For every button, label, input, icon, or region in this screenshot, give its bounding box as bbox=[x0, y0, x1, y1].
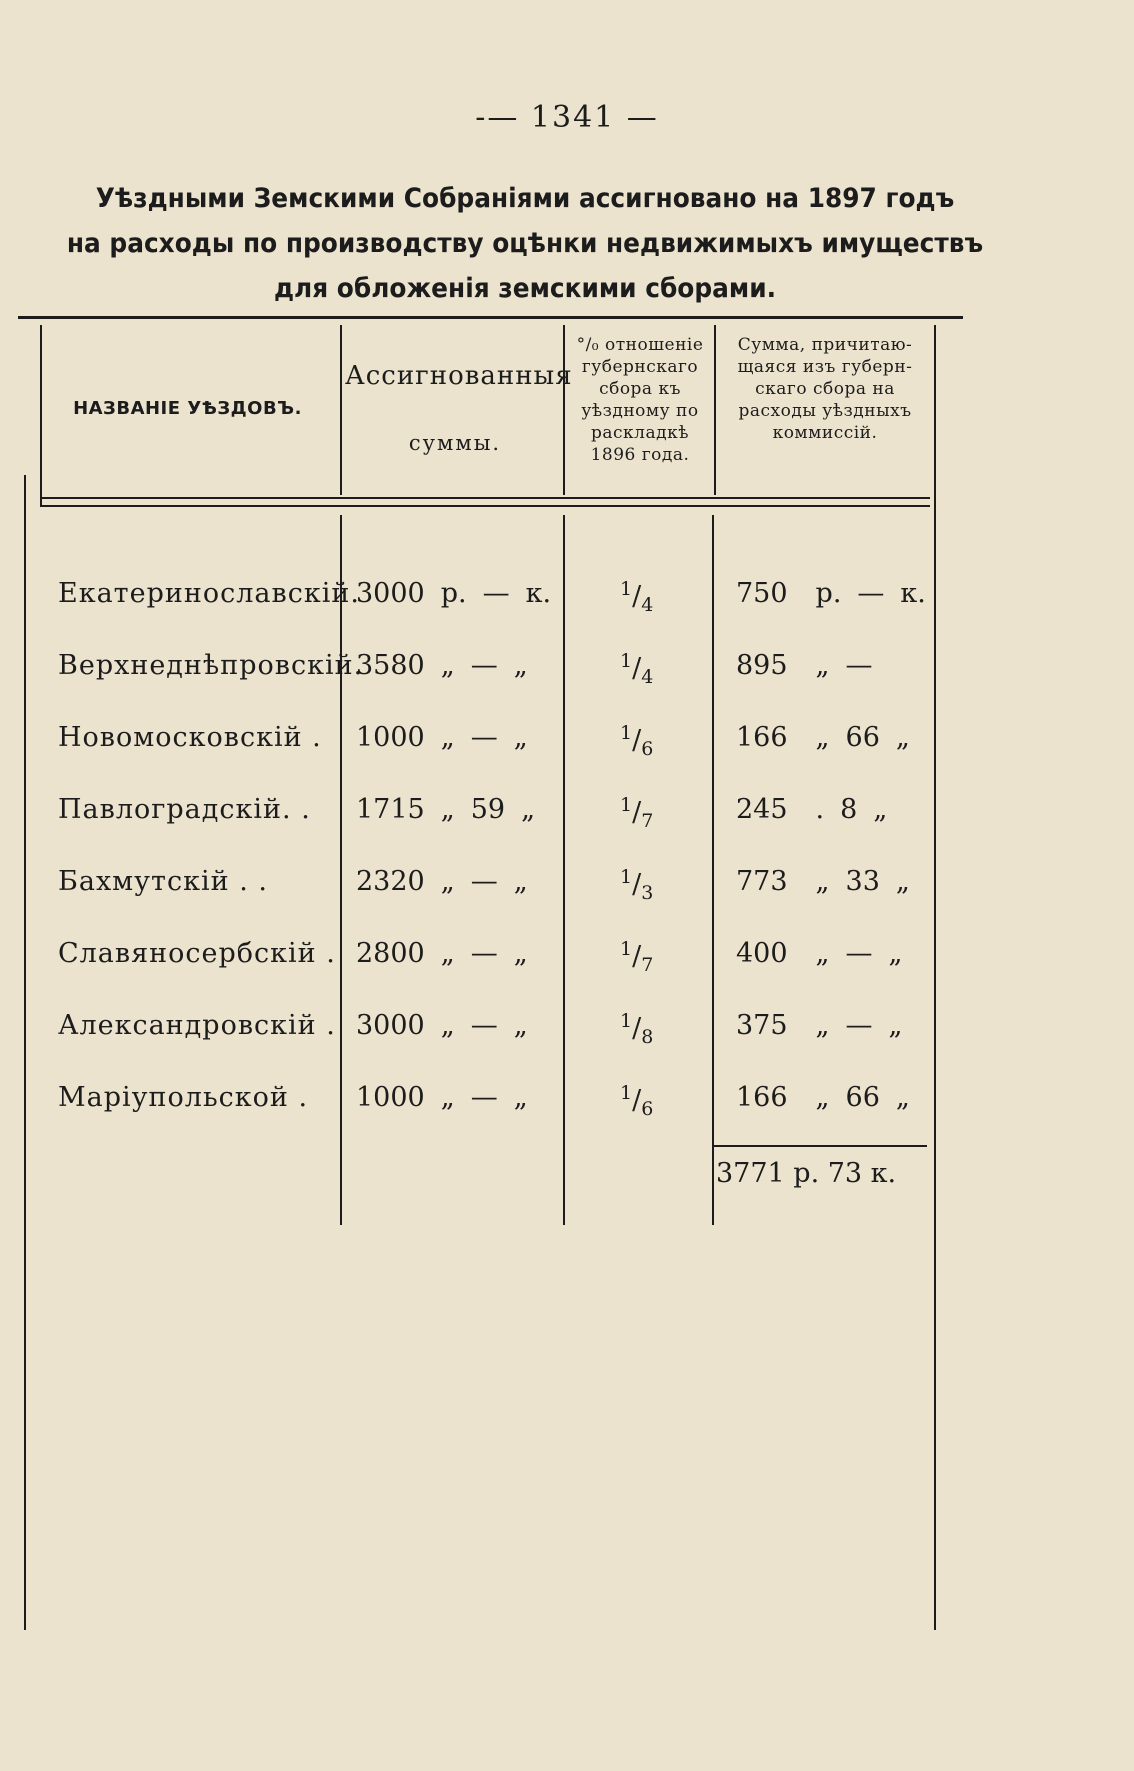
fraction-denominator: 3 bbox=[641, 882, 654, 904]
fraction-numerator: 1 bbox=[620, 866, 633, 888]
top-rule bbox=[18, 316, 963, 319]
fraction-denominator: 8 bbox=[641, 1026, 654, 1048]
header-percent-line: сбора къ bbox=[599, 379, 681, 399]
assigned-amount bbox=[356, 722, 528, 753]
share-rubles: 166 bbox=[736, 722, 788, 753]
district-name: Славяносербскій . bbox=[58, 938, 336, 969]
header-sum bbox=[716, 334, 934, 444]
fraction-numerator: 1 bbox=[620, 578, 633, 600]
amount-kopeck-unit: к. bbox=[525, 578, 552, 609]
amount-unit: „ bbox=[440, 794, 455, 825]
provincial-share bbox=[736, 794, 887, 825]
district-name: Екатеринославскій. bbox=[58, 578, 360, 609]
table-left-border-lower bbox=[24, 475, 26, 1630]
provincial-share bbox=[736, 866, 910, 897]
provincial-share bbox=[736, 1010, 903, 1041]
fraction-denominator: 7 bbox=[641, 810, 654, 832]
fraction-denominator: 4 bbox=[641, 594, 654, 616]
amount-unit: „ bbox=[440, 650, 455, 681]
share-rubles: 245 bbox=[736, 794, 788, 825]
amount-kopecks: — bbox=[470, 722, 498, 753]
percent-fraction: $^1/_3$ bbox=[620, 866, 654, 904]
page-number: -— 1341 — bbox=[475, 100, 659, 135]
district-name: Бахмутскій . . bbox=[58, 866, 268, 897]
col-divider-1 bbox=[340, 515, 342, 1225]
share-unit: „ bbox=[815, 938, 830, 969]
heading-line-3: для обложенія земскими сборами. bbox=[273, 273, 777, 304]
share-rubles: 375 bbox=[736, 1010, 788, 1041]
share-rubles: 895 bbox=[736, 650, 788, 681]
amount-kopeck-unit: „ bbox=[513, 650, 528, 681]
total-rule bbox=[712, 1145, 927, 1147]
district-name: Верхнеднѣпровскій. bbox=[58, 650, 364, 681]
amount-kopecks: — bbox=[470, 1010, 498, 1041]
col-divider-2 bbox=[563, 515, 565, 1225]
share-rubles: 400 bbox=[736, 938, 788, 969]
share-unit: „ bbox=[815, 1082, 830, 1113]
amount-unit: р. bbox=[440, 578, 467, 609]
page-heading bbox=[42, 176, 1008, 311]
percent-fraction: $^1/_4$ bbox=[620, 578, 654, 616]
amount-kopecks: — bbox=[470, 938, 498, 969]
percent-fraction: $^1/_8$ bbox=[620, 1010, 654, 1048]
assigned-amount bbox=[356, 1010, 528, 1041]
amount-rubles: 3580 bbox=[356, 650, 425, 681]
amount-kopeck-unit: „ bbox=[513, 1010, 528, 1041]
col-divider-2-head bbox=[563, 325, 565, 495]
header-percent-line: уѣздному по bbox=[581, 401, 699, 421]
col-divider-3 bbox=[712, 515, 714, 1225]
fraction-numerator: 1 bbox=[620, 650, 633, 672]
amount-unit: „ bbox=[440, 1010, 455, 1041]
header-assigned-line-1: Ассигнованныя bbox=[345, 361, 573, 391]
col-divider-1-head bbox=[340, 325, 342, 495]
header-rule-1 bbox=[40, 497, 930, 499]
percent-fraction: $^1/_7$ bbox=[620, 938, 654, 976]
share-kopeck-unit: „ bbox=[895, 722, 910, 753]
amount-kopecks: — bbox=[470, 866, 498, 897]
share-rubles: 166 bbox=[736, 1082, 788, 1113]
amount-rubles: 1715 bbox=[356, 794, 425, 825]
header-district-name: НАЗВАНІЕ УѢЗДОВЪ. bbox=[73, 398, 302, 419]
amount-kopeck-unit: „ bbox=[513, 722, 528, 753]
district-name: Павлоградскій. . bbox=[58, 794, 311, 825]
percent-fraction: $^1/_6$ bbox=[620, 1082, 654, 1120]
share-unit: . bbox=[815, 794, 825, 825]
share-kopecks: 66 bbox=[845, 1082, 880, 1113]
amount-kopecks: — bbox=[482, 578, 510, 609]
provincial-share bbox=[736, 578, 926, 609]
provincial-share bbox=[736, 650, 889, 681]
heading-line-2: на расходы по производству оцѣнки недвижимыхъ имуществъ bbox=[66, 228, 984, 259]
provincial-share bbox=[736, 938, 903, 969]
fraction-numerator: 1 bbox=[620, 938, 633, 960]
share-kopecks: — bbox=[857, 578, 885, 609]
header-sum-line: щаяся изъ губерн- bbox=[737, 357, 913, 377]
amount-unit: „ bbox=[440, 1082, 455, 1113]
header-percent-line: раскладкѣ bbox=[591, 423, 689, 443]
assigned-amount bbox=[356, 794, 535, 825]
assigned-amount bbox=[356, 866, 528, 897]
percent-fraction: $^1/_6$ bbox=[620, 722, 654, 760]
assigned-amount bbox=[356, 938, 528, 969]
amount-rubles: 3000 bbox=[356, 578, 425, 609]
share-kopeck-unit: к. bbox=[900, 578, 926, 609]
amount-kopeck-unit: „ bbox=[513, 866, 528, 897]
share-kopecks: — bbox=[845, 650, 873, 681]
amount-kopeck-unit: „ bbox=[521, 794, 536, 825]
amount-rubles: 3000 bbox=[356, 1010, 425, 1041]
header-percent bbox=[566, 334, 714, 466]
share-rubles: 773 bbox=[736, 866, 788, 897]
share-kopeck-unit: „ bbox=[895, 1082, 910, 1113]
assigned-amount bbox=[356, 650, 528, 681]
amount-kopecks: — bbox=[470, 650, 498, 681]
amount-rubles: 2320 bbox=[356, 866, 425, 897]
amount-kopecks: 59 bbox=[470, 794, 506, 825]
header-sum-line: скаго сбора на bbox=[755, 379, 895, 399]
percent-fraction: $^1/_4$ bbox=[620, 650, 654, 688]
header-assigned-line-2: суммы. bbox=[408, 431, 502, 455]
heading-line-1: Уѣздными Земскими Собраніями ассигновано на 1897 годъ bbox=[95, 183, 955, 214]
fraction-denominator: 6 bbox=[641, 1098, 654, 1120]
percent-fraction: $^1/_7$ bbox=[620, 794, 654, 832]
share-unit: „ bbox=[815, 866, 830, 897]
header-percent-line: 1896 года. bbox=[590, 445, 690, 465]
header-sum-line: расходы уѣздныхъ bbox=[738, 401, 912, 421]
amount-kopeck-unit: „ bbox=[513, 1082, 528, 1113]
share-unit: р. bbox=[815, 578, 842, 609]
share-kopeck-unit: „ bbox=[895, 866, 910, 897]
district-name: Александровскій . bbox=[58, 1010, 336, 1041]
district-name: Маріупольской . bbox=[58, 1082, 309, 1113]
share-kopecks: — bbox=[845, 938, 873, 969]
fraction-numerator: 1 bbox=[620, 722, 633, 744]
fraction-denominator: 7 bbox=[641, 954, 654, 976]
share-kopecks: — bbox=[845, 1010, 873, 1041]
header-sum-line: Сумма, причитаю- bbox=[737, 335, 913, 355]
share-unit: „ bbox=[815, 1010, 830, 1041]
share-kopecks: 33 bbox=[845, 866, 880, 897]
total-sum: 3771 р. 73 к. bbox=[716, 1158, 897, 1189]
share-unit: „ bbox=[815, 650, 830, 681]
share-kopeck-unit: „ bbox=[873, 794, 888, 825]
share-unit: „ bbox=[815, 722, 830, 753]
table-right-border bbox=[934, 325, 936, 1630]
header-sum-line: коммиссій. bbox=[772, 423, 878, 443]
amount-rubles: 1000 bbox=[356, 722, 425, 753]
assigned-amount bbox=[356, 578, 551, 609]
provincial-share bbox=[736, 722, 910, 753]
fraction-denominator: 4 bbox=[641, 666, 654, 688]
fraction-numerator: 1 bbox=[620, 1082, 633, 1104]
amount-kopeck-unit: „ bbox=[513, 938, 528, 969]
amount-kopecks: — bbox=[470, 1082, 498, 1113]
amount-unit: „ bbox=[440, 866, 455, 897]
amount-rubles: 1000 bbox=[356, 1082, 425, 1113]
share-kopeck-unit: „ bbox=[888, 1010, 903, 1041]
district-name: Новомосковскій . bbox=[58, 722, 322, 753]
header-percent-line: °/₀ отношеніе bbox=[576, 335, 704, 355]
header-rule-2 bbox=[40, 505, 930, 507]
provincial-share bbox=[736, 1082, 910, 1113]
amount-rubles: 2800 bbox=[356, 938, 425, 969]
header-percent-line: губернскаго bbox=[581, 357, 699, 377]
amount-unit: „ bbox=[440, 938, 455, 969]
fraction-numerator: 1 bbox=[620, 794, 633, 816]
assigned-amount bbox=[356, 1082, 528, 1113]
share-kopeck-unit: „ bbox=[888, 938, 903, 969]
share-rubles: 750 bbox=[736, 578, 788, 609]
share-kopecks: 66 bbox=[845, 722, 880, 753]
amount-unit: „ bbox=[440, 722, 455, 753]
fraction-denominator: 6 bbox=[641, 738, 654, 760]
fraction-numerator: 1 bbox=[620, 1010, 633, 1032]
share-kopecks: 8 bbox=[840, 794, 858, 825]
